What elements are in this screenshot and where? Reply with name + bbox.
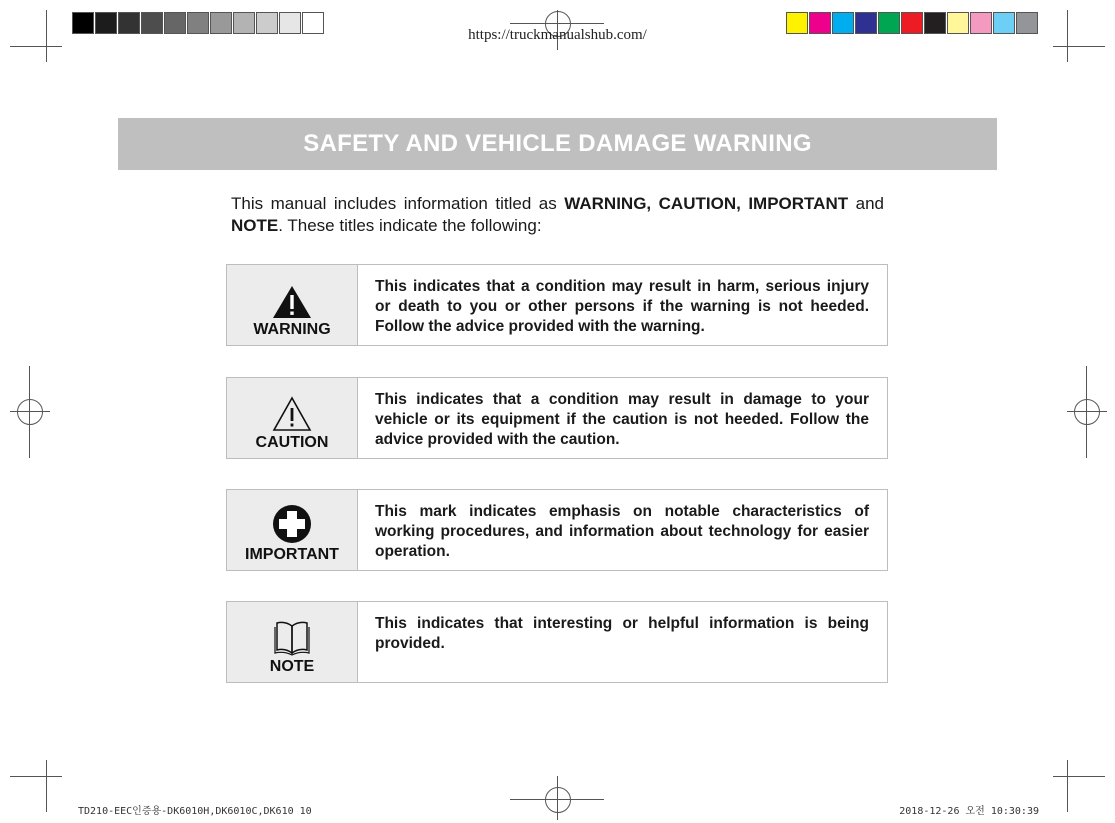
intro-bold-2: NOTE (231, 216, 279, 235)
notice-caution (226, 377, 888, 459)
intro-text-3: . These titles indicate the following: (278, 216, 542, 235)
notice-text: This indicates that interesting or helpful information is being provided. (375, 615, 869, 652)
footer-timestamp: 2018-12-26 오전 10:30:39 (899, 806, 1039, 817)
notice-warning (226, 264, 888, 346)
notice-text: This indicates that a condition may result in damage to your vehicle or its equipment if the caution is not heeded. Follow the advice provided with the caution. (375, 391, 869, 448)
intro-text-1: This manual includes information titled as (231, 194, 565, 213)
notice-label: CAUTION (255, 434, 329, 451)
notice-label: NOTE (269, 658, 315, 675)
intro-paragraph (231, 193, 884, 237)
plus-circle-icon (272, 504, 312, 544)
source-url[interactable]: https://truckmanualshub.com/ (468, 27, 647, 43)
intro-text-2: and (848, 194, 884, 213)
intro-bold-1: WARNING, CAUTION, IMPORTANT (564, 194, 849, 213)
footer-file-info: TD210-EEC인증용-DK6010H,DK6010C,DK610 10 (78, 806, 312, 817)
notice-text: This indicates that a condition may result in harm, serious injury or death to you or other persons if the warning is not heeded. Follow the advice provided with the warning. (375, 278, 869, 335)
warning-triangle-icon (272, 285, 312, 319)
section-banner (118, 118, 997, 170)
notice-label: IMPORTANT (245, 546, 339, 563)
notice-label: WARNING (253, 321, 331, 338)
notice-text: This mark indicates emphasis on notable characteristics of working procedures, and information about technology for easier operation. (375, 503, 869, 560)
open-book-icon (272, 618, 312, 656)
notice-note (226, 601, 888, 683)
page-title: SAFETY AND VEHICLE DAMAGE WARNING (303, 130, 812, 157)
notice-important (226, 489, 888, 571)
caution-triangle-icon (272, 396, 312, 432)
